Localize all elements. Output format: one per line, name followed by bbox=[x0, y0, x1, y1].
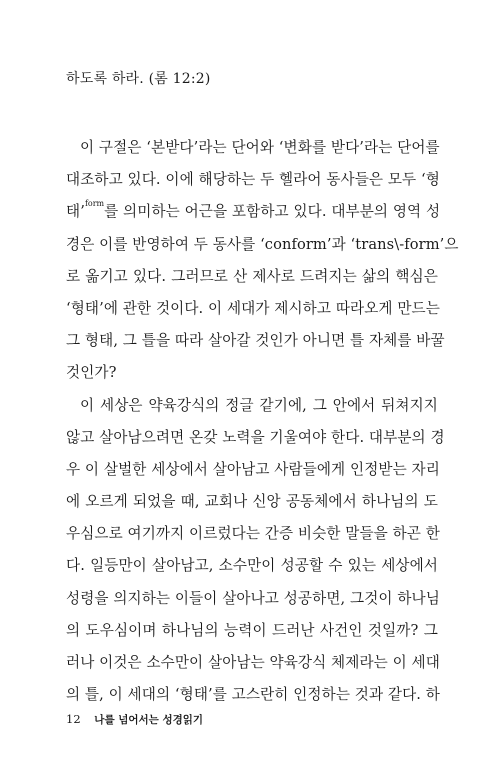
paragraph-2-line: 이 세상은 약육강식의 정글 같기에, 그 안에서 뒤쳐지지 bbox=[80, 396, 438, 414]
paragraph-2-line: 의 틀, 이 세대의 ‘형태’를 고스란히 인정하는 것과 같다. 하 bbox=[66, 686, 440, 704]
running-book-title: 나를 넘어서는 성경읽기 bbox=[94, 714, 204, 726]
paragraph-1-line: 그 형태, 그 틀을 따라 살아갈 것인가 아니면 틀 자체를 바꿀 bbox=[66, 332, 445, 350]
paragraph-1-line bbox=[66, 196, 441, 228]
page-number: 12 bbox=[66, 712, 81, 726]
paragraph-1-line: 대조하고 있다. 이에 해당하는 두 헬라어 동사들은 모두 ‘형 bbox=[66, 171, 440, 189]
text-fragment: 를 의미하는 어근을 포함하고 있다. 대부분의 영역 성 bbox=[104, 203, 441, 221]
paragraph-2-line: 않고 살아남으려면 온갖 노력을 기울여야 한다. 대부분의 경 bbox=[66, 428, 445, 446]
scripture-quote-tail: 하도록 하라. (롬 12:2) bbox=[66, 71, 211, 87]
paragraph-1-line: 로 옮기고 있다. 그러므로 산 제사로 드려지는 삶의 핵심은 bbox=[66, 267, 438, 285]
paragraph-2-line: 다. 일등만이 살아남고, 소수만이 성공할 수 있는 세상에서 bbox=[66, 557, 438, 575]
text-fragment: 태’ bbox=[66, 203, 85, 221]
paragraph-1-line: 이 구절은 ‘본받다’라는 단어와 ‘변화를 받다’라는 단어를 bbox=[80, 139, 440, 156]
paragraph-2-line: 에 오르게 되었을 때, 교회나 신앙 공동체에서 하나님의 도 bbox=[66, 493, 438, 511]
paragraph-1-line: 경은 이를 반영하여 두 동사를 ‘conform’과 ‘trans\-form’으 bbox=[66, 235, 459, 253]
paragraph-2-line: 의 도우심이며 하나님의 능력이 드러난 사건인 것일까? 그 bbox=[66, 621, 438, 639]
paragraph-1-line: ‘형태’에 관한 것이다. 이 세대가 제시하고 따라오게 만드는 bbox=[66, 299, 440, 317]
page-footer bbox=[66, 712, 203, 727]
paragraph-2-line: 우 이 살벌한 세상에서 살아남고 사람들에게 인정받는 자리 bbox=[66, 460, 440, 478]
superscript-gloss: form bbox=[84, 199, 105, 209]
paragraph-1-line: 것인가? bbox=[66, 364, 117, 382]
paragraph-2-line: 성령을 의지하는 이들이 살아나고 성공하면, 그것이 하나님 bbox=[66, 589, 440, 607]
body-text bbox=[66, 132, 459, 711]
paragraph-2-line: 우심으로 여기까지 이르렀다는 간증 비슷한 말들을 하곤 한 bbox=[66, 525, 440, 543]
paragraph-2-line: 러나 이것은 소수만이 살아남는 약육강식 체제라는 이 세대 bbox=[66, 654, 440, 671]
